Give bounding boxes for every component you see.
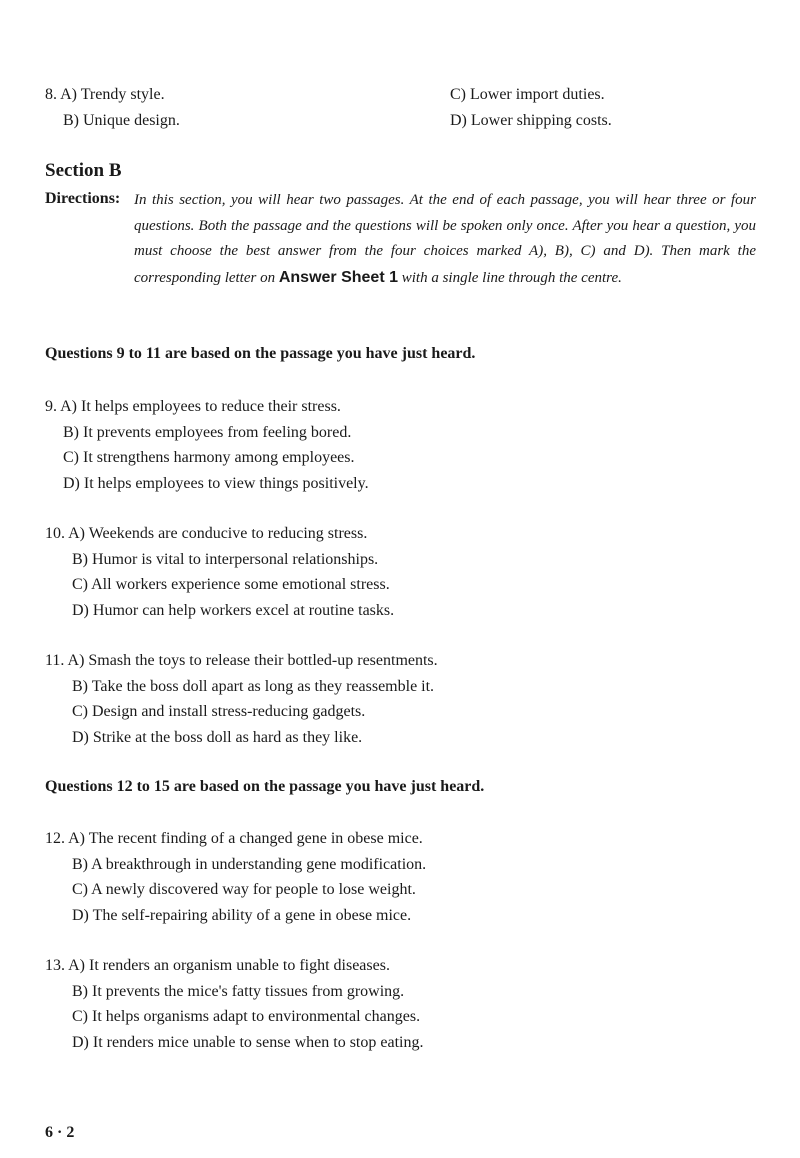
question-8-option-a: 8. A) Trendy style.	[45, 86, 165, 103]
question-13-option-b: B) It prevents the mice's fatty tissues from growing.	[72, 982, 405, 1000]
question-13-option-a: 13. A) It renders an organism unable to fight diseases.	[45, 957, 390, 974]
page-number: 6 · 2	[45, 1124, 75, 1141]
section-title: Section B	[45, 160, 122, 181]
question-13	[45, 953, 765, 1055]
question-10-option-b: B) Humor is vital to interpersonal relationships.	[72, 550, 379, 568]
question-10-option-c: C) All workers experience some emotional stress.	[72, 576, 390, 593]
group-heading-9-11: Questions 9 to 11 are based on the passage you have just heard.	[45, 345, 476, 362]
answer-sheet-reference: Answer Sheet 1	[278, 268, 398, 286]
question-10	[45, 521, 765, 623]
question-9-option-c: C) It strengthens harmony among employees.	[63, 449, 355, 466]
question-10-option-d: D) Humor can help workers excel at routine tasks.	[72, 601, 395, 619]
directions-text-after: with a single line through the centre.	[401, 269, 622, 286]
question-13-option-d: D) It renders mice unable to sense when to stop eating.	[72, 1033, 424, 1051]
question-9	[45, 394, 765, 496]
question-12-option-a: 12. A) The recent finding of a changed gene in obese mice.	[45, 830, 423, 847]
question-9-option-d: D) It helps employees to view things positively.	[63, 474, 369, 492]
question-8-option-b: B) Unique design.	[63, 112, 180, 129]
question-12	[45, 826, 765, 928]
directions-text	[134, 188, 756, 291]
question-11-option-b: B) Take the boss doll apart as long as they reassemble it.	[72, 677, 435, 695]
question-8-option-d: D) Lower shipping costs.	[450, 112, 612, 129]
question-11	[45, 648, 765, 750]
question-10-option-a: 10. A) Weekends are conducive to reducing stress.	[45, 525, 368, 542]
group-heading-12-15: Questions 12 to 15 are based on the passage you have just heard.	[45, 778, 485, 795]
question-11-option-a: 11. A) Smash the toys to release their bottled-up resentments.	[45, 652, 438, 669]
question-9-option-b: B) It prevents employees from feeling bored.	[63, 423, 352, 441]
question-12-option-d: D) The self-repairing ability of a gene in obese mice.	[72, 906, 412, 924]
question-13-option-c: C) It helps organisms adapt to environmental changes.	[72, 1008, 421, 1025]
question-8	[45, 86, 745, 138]
question-12-option-b: B) A breakthrough in understanding gene modification.	[72, 855, 427, 873]
question-11-option-c: C) Design and install stress-reducing gadgets.	[72, 703, 366, 720]
question-11-option-d: D) Strike at the boss doll as hard as they like.	[72, 728, 363, 746]
question-9-option-a: 9. A) It helps employees to reduce their stress.	[45, 398, 341, 415]
directions-label: Directions:	[45, 190, 121, 207]
directions-text-before: In this section, you will hear two passages. At the end of each passage, you will hear three or four questions. Both the passage and the questions will be spoken only once. After you hear a question, you must choose the best answer from the four choices marked A), B), C) and D). Then mark the corresponding letter on	[134, 192, 756, 286]
question-12-option-c: C) A newly discovered way for people to lose weight.	[72, 881, 416, 898]
question-8-option-c: C) Lower import duties.	[450, 86, 605, 103]
